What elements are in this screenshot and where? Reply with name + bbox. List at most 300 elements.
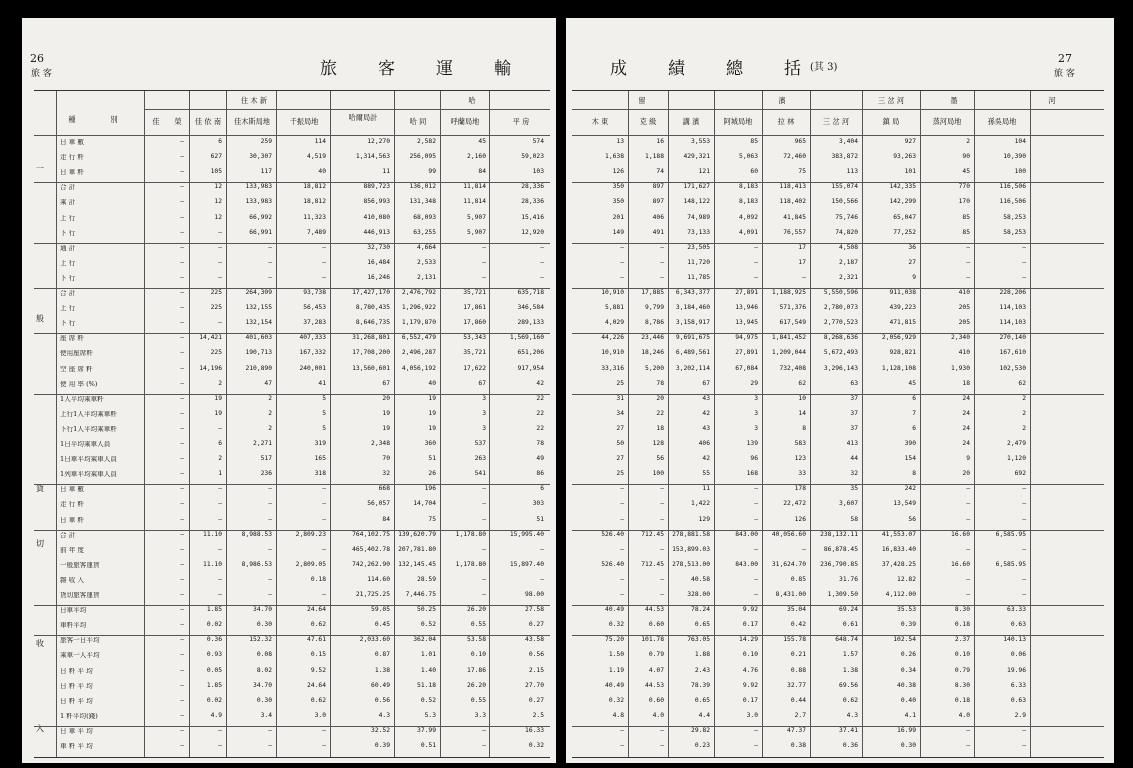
table-cell: 78 — [536, 440, 544, 447]
table-cell: — — [620, 273, 624, 281]
table-cell: 5,063 — [739, 153, 758, 161]
table-cell: 118,402 — [779, 198, 806, 206]
table-cell: 0.39 — [900, 621, 916, 629]
table-cell: 1.88 — [694, 651, 710, 659]
table-cell: 18 — [962, 379, 970, 387]
table-cell: — — [180, 379, 184, 387]
table-cell: 1.38 — [374, 666, 390, 674]
table-cell: 917,954 — [517, 364, 544, 372]
group-header: 三 岔 河 — [877, 96, 905, 105]
table-cell: 67 — [702, 379, 710, 387]
table-cell: — — [180, 726, 184, 734]
table-cell: 0.36 — [842, 742, 858, 749]
table-cell: 17,427,170 — [352, 289, 390, 296]
table-cell: 0.61 — [842, 621, 858, 629]
table-cell: 712.45 — [641, 530, 664, 538]
table-cell: 55 — [702, 470, 710, 478]
table-cell: 3,158,917 — [675, 319, 710, 327]
table-cell: — — [218, 485, 222, 493]
table-cell: 6 — [218, 440, 222, 447]
table-cell: 16.60 — [951, 530, 970, 538]
table-cell: 34.70 — [253, 606, 272, 614]
table-cell: 40.58 — [691, 575, 710, 583]
table-cell: 7 — [912, 409, 916, 417]
table-cell: 1.85 — [206, 606, 222, 614]
table-cell: 63.33 — [1007, 606, 1026, 614]
table-cell: 4.0 — [958, 711, 970, 719]
table-cell: 2,160 — [467, 153, 486, 161]
title-char: 輸 — [494, 59, 511, 79]
table-cell: 0.85 — [790, 575, 806, 583]
table-cell: 13,560,601 — [352, 364, 390, 372]
row-label: 一般旅客運賃 — [60, 561, 100, 569]
table-row — [34, 637, 550, 649]
table-row — [572, 637, 1104, 649]
table-cell: 12,920 — [521, 228, 544, 236]
table-cell: 712.45 — [641, 560, 664, 568]
table-cell: 75 — [798, 168, 806, 176]
table-cell: 37,283 — [303, 319, 326, 327]
table-cell: 0.38 — [790, 742, 806, 749]
table-cell: 8,988.53 — [241, 530, 272, 538]
table-cell: 24 — [962, 409, 970, 417]
table-cell: 5,200 — [645, 364, 664, 372]
table-cell: 29 — [750, 379, 758, 387]
table-row — [572, 154, 1104, 166]
row-label: 貨切旅客運賃 — [60, 592, 100, 599]
table-row — [572, 381, 1104, 393]
table-cell: — — [482, 258, 486, 266]
table-cell: — — [268, 726, 272, 734]
table-cell: 66,991 — [249, 228, 272, 236]
table-cell: — — [754, 273, 758, 281]
table-cell: 3,553 — [691, 138, 710, 145]
row-label: 通 計 — [60, 244, 76, 252]
table-cell: 86,878.45 — [823, 545, 858, 553]
table-cell: 2,809.05 — [295, 560, 326, 568]
table-cell: 23,505 — [687, 243, 710, 251]
page-number: 26 — [30, 52, 44, 65]
table-cell: 0.06 — [1010, 651, 1026, 659]
group-header: 墨 — [950, 96, 958, 105]
table-cell: 139,620.79 — [398, 530, 436, 538]
table-cell: — — [540, 273, 544, 281]
table-row — [572, 562, 1104, 574]
side-label: 旅 客 — [31, 69, 52, 79]
table-cell: 126 — [612, 168, 624, 176]
table-cell: 856,993 — [363, 198, 390, 206]
table-cell: 6,585.95 — [995, 530, 1026, 538]
table-cell: 94,975 — [735, 334, 758, 342]
table-cell: — — [322, 500, 326, 508]
table-row — [572, 169, 1104, 181]
title-char: 括 — [784, 59, 801, 79]
table-row — [572, 305, 1104, 317]
table-cell: 0.18 — [954, 696, 970, 704]
table-cell: 648.74 — [835, 636, 858, 644]
table-cell: 5,881 — [605, 304, 624, 312]
table-cell: 27 — [616, 455, 624, 463]
table-cell: 763.05 — [687, 636, 710, 644]
table-cell: 1,128,108 — [881, 364, 916, 372]
row-label: 上 行 — [60, 305, 76, 312]
table-cell: 1,188 — [645, 153, 664, 161]
table-cell: 76,557 — [783, 228, 806, 236]
table-cell: 93,263 — [893, 153, 916, 161]
table-row — [572, 411, 1104, 423]
table-cell: 103 — [532, 168, 544, 176]
table-cell: 19.96 — [1007, 666, 1026, 674]
table-row — [572, 245, 1104, 257]
table-cell: — — [1022, 258, 1026, 266]
table-cell: 17,861 — [463, 304, 486, 312]
table-cell: — — [180, 470, 184, 478]
table-cell: — — [322, 273, 326, 281]
table-cell: 3 — [482, 394, 486, 402]
table-cell: — — [180, 364, 184, 372]
table-cell: 4.4 — [698, 711, 710, 719]
table-cell: 635,718 — [517, 289, 544, 296]
table-cell: 2 — [268, 394, 272, 402]
table-cell: 201 — [612, 213, 624, 221]
table-cell: 6,552,479 — [401, 334, 436, 342]
table-cell: 0.17 — [742, 696, 758, 704]
table-cell: 78.24 — [691, 606, 710, 614]
table-row — [34, 426, 550, 438]
table-cell: 9.92 — [742, 606, 758, 614]
table-cell: 26 — [428, 470, 436, 478]
table-row — [572, 260, 1104, 272]
table-cell: 11.10 — [203, 560, 222, 568]
table-row — [572, 743, 1104, 755]
row-label: 下 行 — [60, 320, 76, 327]
table-cell: — — [754, 500, 758, 508]
table-cell: 5,907 — [467, 228, 486, 236]
title-char: 旅 — [320, 59, 337, 79]
table-cell: 4.1 — [904, 711, 916, 719]
table-cell: 59,023 — [521, 153, 544, 161]
table-cell: 3 — [754, 424, 758, 432]
left-page — [22, 18, 556, 763]
table-row — [34, 320, 550, 332]
table-cell: — — [180, 500, 184, 508]
table-row — [34, 290, 550, 302]
table-row — [572, 335, 1104, 347]
table-cell: 5 — [322, 409, 326, 417]
table-cell: 139 — [746, 440, 758, 447]
table-cell: — — [180, 606, 184, 614]
table-cell: — — [482, 515, 486, 523]
table-cell: 0.30 — [900, 742, 916, 749]
table-cell: 8,268,636 — [823, 334, 858, 342]
row-label: 1人平均乘車粁 — [60, 395, 104, 403]
column-header: 拉 林 — [777, 117, 795, 126]
table-cell: 2 — [1022, 394, 1026, 402]
table-cell: — — [620, 243, 624, 251]
table-cell: 56 — [656, 455, 664, 463]
table-cell: 11,814 — [463, 198, 486, 206]
table-cell: — — [966, 485, 970, 493]
table-cell: 167,332 — [299, 349, 326, 357]
table-cell: — — [754, 258, 758, 266]
table-cell: 47.61 — [307, 636, 326, 644]
table-cell: 1,569,160 — [509, 334, 544, 342]
table-cell: 5 — [322, 394, 326, 402]
table-cell: — — [180, 696, 184, 704]
table-cell: 35.04 — [787, 606, 806, 614]
table-cell: 18 — [656, 424, 664, 432]
table-row — [34, 381, 550, 393]
table-cell: 0.62 — [310, 696, 326, 704]
row-label: 走 行 粁 — [60, 154, 84, 161]
table-cell: 24.64 — [307, 681, 326, 689]
table-cell: 24.64 — [307, 606, 326, 614]
table-row — [34, 154, 550, 166]
row-label: 上行1人平均乘車粁 — [60, 410, 117, 418]
table-cell: 10,390 — [1003, 153, 1026, 161]
table-cell: 17,622 — [463, 364, 486, 372]
table-cell: 118,413 — [779, 183, 806, 191]
table-cell: 37.99 — [417, 726, 436, 734]
table-cell: — — [218, 424, 222, 432]
table-cell: 11,323 — [303, 213, 326, 221]
table-cell: 0.10 — [470, 651, 486, 659]
row-label: 日 車 粁 — [60, 169, 84, 176]
table-cell: 8 — [912, 470, 916, 478]
table-row — [572, 668, 1104, 680]
table-cell: 98.00 — [525, 591, 544, 598]
table-cell: — — [322, 545, 326, 553]
table-cell: 51.18 — [417, 681, 436, 689]
table-cell: 0.44 — [790, 696, 806, 704]
table-cell: 0.08 — [256, 651, 272, 659]
column-header: 別 — [110, 115, 118, 124]
table-cell: 24 — [962, 440, 970, 447]
table-cell: 0.56 — [374, 696, 390, 704]
table-cell: 20 — [382, 394, 390, 402]
table-cell: 16.99 — [897, 726, 916, 734]
table-cell: — — [180, 319, 184, 327]
table-cell: 3,202,114 — [675, 364, 710, 372]
table-cell: — — [180, 440, 184, 447]
table-row — [34, 728, 550, 740]
table-cell: 12 — [214, 198, 222, 206]
group-header: 哈 — [468, 96, 476, 105]
table-cell: 8,986.53 — [241, 560, 272, 568]
table-row — [34, 230, 550, 242]
group-header: 濱 — [778, 96, 786, 105]
table-cell: 1,209,044 — [771, 349, 806, 357]
table-cell: 0.18 — [310, 575, 326, 583]
table-cell: 74 — [656, 168, 664, 176]
table-row — [572, 426, 1104, 438]
table-cell: 47.37 — [787, 726, 806, 734]
table-cell: 210,890 — [245, 364, 272, 372]
table-cell: 413 — [846, 440, 858, 447]
table-cell: — — [180, 289, 184, 296]
table-cell: — — [482, 591, 486, 598]
table-cell: 4,092 — [739, 213, 758, 221]
column-header: 佳 依 南 — [194, 117, 222, 126]
table-cell: — — [754, 485, 758, 493]
table-cell: 27,891 — [735, 289, 758, 296]
table-cell: 11,720 — [687, 258, 710, 266]
table-row — [34, 486, 550, 498]
table-cell: 383,872 — [831, 153, 858, 161]
table-cell: 22 — [536, 394, 544, 402]
table-cell: 32,730 — [367, 243, 390, 251]
table-cell: 406 — [698, 440, 710, 447]
table-cell: — — [1022, 575, 1026, 583]
table-cell: 19 — [428, 394, 436, 402]
table-cell: — — [482, 273, 486, 281]
row-label: 雜 收 入 — [60, 576, 84, 584]
table-row — [34, 743, 550, 755]
table-cell: 764,102.75 — [352, 530, 390, 538]
table-cell: — — [180, 138, 184, 145]
table-cell: 843.00 — [735, 530, 758, 538]
table-cell: 5,907 — [467, 213, 486, 221]
group-header: 留 — [638, 96, 646, 105]
table-cell: 517 — [260, 455, 272, 463]
table-cell: 9 — [912, 273, 916, 281]
table-row — [34, 245, 550, 257]
table-cell: 240,001 — [299, 364, 326, 372]
table-cell: 2 — [1022, 424, 1026, 432]
table-cell: — — [322, 258, 326, 266]
table-cell: 25 — [616, 379, 624, 387]
table-cell: — — [180, 545, 184, 553]
table-cell: 4,056,192 — [401, 364, 436, 372]
table-cell: 541 — [474, 470, 486, 478]
table-row — [34, 184, 550, 196]
table-cell: 278,513.00 — [672, 560, 710, 568]
table-cell: 53.58 — [467, 636, 486, 644]
table-cell: 27 — [616, 424, 624, 432]
row-label: 合 計 — [60, 184, 76, 191]
table-cell: 11,785 — [687, 273, 710, 281]
table-cell: 446,913 — [363, 228, 390, 236]
table-cell: — — [1022, 545, 1026, 553]
table-cell: 319 — [314, 440, 326, 447]
row-label: 1列車平均乘車人員 — [60, 471, 117, 478]
table-row — [572, 683, 1104, 695]
table-cell: 8,183 — [739, 198, 758, 206]
table-cell: 0.02 — [206, 621, 222, 629]
table-cell: 0.39 — [374, 742, 390, 749]
table-cell: 85 — [962, 228, 970, 236]
table-cell: 6 — [912, 424, 916, 432]
table-cell: 114,103 — [999, 319, 1026, 327]
table-cell: 11 — [382, 168, 390, 176]
table-row — [34, 517, 550, 529]
table-row — [34, 652, 550, 664]
table-cell: — — [660, 485, 664, 493]
table-cell: 236 — [260, 470, 272, 478]
table-cell: 22 — [536, 409, 544, 417]
table-cell: 72,460 — [783, 153, 806, 161]
table-cell: 10 — [798, 394, 806, 402]
table-cell: 1,422 — [691, 500, 710, 508]
table-cell: 583 — [794, 440, 806, 447]
table-cell: 571,376 — [779, 304, 806, 312]
table-cell: 0.32 — [608, 621, 624, 629]
group-rule — [144, 109, 550, 110]
table-cell: 42 — [702, 455, 710, 463]
table-cell: — — [620, 726, 624, 734]
table-cell: 100 — [652, 470, 664, 478]
table-cell: 20 — [656, 394, 664, 402]
table-row — [572, 547, 1104, 559]
table-cell: 263 — [474, 455, 486, 463]
table-cell: 270,140 — [999, 334, 1026, 342]
table-cell: 18,812 — [303, 198, 326, 206]
table-cell: 12,270 — [367, 138, 390, 145]
page-gutter — [556, 18, 566, 763]
table-cell: 101.78 — [641, 636, 664, 644]
table-cell: 17 — [798, 258, 806, 266]
table-cell: 0.27 — [528, 621, 544, 629]
table-cell: — — [966, 500, 970, 508]
table-cell: 74,820 — [835, 228, 858, 236]
row-label: 合 計 — [60, 531, 76, 539]
table-cell: — — [1022, 515, 1026, 523]
table-cell: 4,664 — [417, 243, 436, 251]
table-cell: 31,624.70 — [771, 560, 806, 568]
table-cell: 43.58 — [525, 636, 544, 644]
table-cell: — — [966, 726, 970, 734]
table-cell: 0.65 — [694, 621, 710, 629]
row-label: 1日平均乘車人員 — [60, 441, 111, 448]
table-cell: 3,296,143 — [823, 364, 858, 372]
column-header: 千振局地 — [289, 117, 319, 126]
table-cell: — — [620, 515, 624, 523]
table-cell: 4,029 — [605, 319, 624, 327]
table-cell: 9,799 — [645, 304, 664, 312]
table-cell: — — [268, 591, 272, 598]
table-cell: 32 — [382, 470, 390, 478]
row-label: 乘 計 — [60, 199, 76, 206]
table-cell: — — [660, 575, 664, 583]
table-cell: 256,095 — [409, 153, 436, 161]
table-cell: 7,489 — [307, 228, 326, 236]
section-label: 收 — [36, 639, 44, 648]
table-cell: 43 — [702, 424, 710, 432]
table-cell: 429,321 — [683, 153, 710, 161]
table-cell: 4.3 — [378, 711, 390, 719]
table-cell: 77,252 — [893, 228, 916, 236]
table-cell: — — [218, 228, 222, 236]
table-row — [572, 471, 1104, 483]
table-cell: 37 — [850, 424, 858, 432]
table-cell: 178 — [794, 485, 806, 493]
table-cell: 70 — [382, 455, 390, 463]
table-cell: 0.63 — [1010, 696, 1026, 704]
table-cell: — — [660, 243, 664, 251]
table-row — [34, 668, 550, 680]
table-cell: 15,416 — [521, 213, 544, 221]
table-cell: 205 — [958, 319, 970, 327]
table-cell: — — [180, 424, 184, 432]
table-cell: 0.18 — [954, 621, 970, 629]
row-label: 前 年 度 — [60, 546, 84, 554]
table-cell: 238,132.11 — [820, 530, 858, 538]
table-cell: 526.40 — [601, 560, 624, 568]
row-label: 走 行 粁 — [60, 501, 84, 508]
table-cell: 2,187 — [839, 258, 858, 266]
table-row — [572, 517, 1104, 529]
table-cell: 34.70 — [253, 681, 272, 689]
